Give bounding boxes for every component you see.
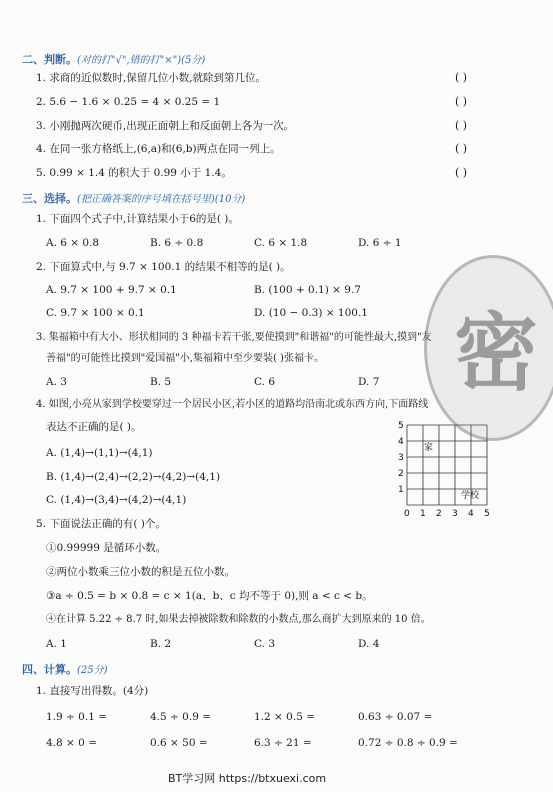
q2-option-a: A. 9.7 × 100 + 9.7 × 0.1 <box>46 284 177 296</box>
choice-q2: 2. 下面算式中,与 9.7 × 100.1 的结果不相等的是( )。 <box>36 261 291 273</box>
choice-q4-line2: 表达不正确的是( )。 <box>46 421 142 433</box>
calc-sub1: 1. 直接写出得数。(4分) <box>36 685 149 697</box>
q5-statement-2: ②两位小数乘三位小数的积是五位小数。 <box>46 566 235 578</box>
answer-blank-3[interactable]: ( ) <box>455 119 468 132</box>
q5-statement-3: ③a ÷ 0.5 = b × 0.8 = c × 1(a、b、c 均不等于 0),则 a < c < b。 <box>46 590 373 602</box>
calc-r2-3: 6.3 ÷ 21 = <box>254 737 312 749</box>
x-tick-3: 3 <box>452 509 458 518</box>
q1-option-a: A. 6 × 0.8 <box>46 237 100 249</box>
choice-q3-line1: 3. 集福箱中有大小、形状相同的 3 种福卡若干张,要使摸到"和谐福"的可能性最大,摸到"友 <box>36 332 432 343</box>
q1-option-d: D. 6 ÷ 1 <box>358 237 402 249</box>
q4-option-b: B. (1,4)→(2,4)→(2,2)→(4,2)→(4,1) <box>46 471 221 483</box>
judge-item-1: 1. 求商的近似数时,保留几位小数,就除到第几位。 <box>36 72 267 84</box>
judge-item-5: 5. 0.99 × 1.4 的积大于 0.99 小于 1.4。 <box>36 167 232 179</box>
calc-r1-1: 1.9 ÷ 0.1 = <box>46 711 108 723</box>
q5-option-d: D. 4 <box>358 638 380 650</box>
choice-q1: 1. 下面四个式子中,计算结果小于6的是( )。 <box>36 213 239 225</box>
y-tick-1: 1 <box>398 485 404 495</box>
home-label: 家 <box>424 443 434 453</box>
y-tick-4: 4 <box>398 437 404 447</box>
section-judge-title: 二、判断。(对的打"√",错的打"×")(5分) <box>22 53 206 66</box>
stamp-char: 密 <box>453 304 538 402</box>
calc-r1-4: 0.63 ÷ 0.07 = <box>358 711 433 723</box>
calc-r1-2: 4.5 ÷ 0.9 = <box>150 711 212 723</box>
q4-option-c: C. (1,4)→(3,4)→(4,2)→(4,1) <box>46 494 187 506</box>
q1-option-b: B. 6 ÷ 0.8 <box>150 237 204 249</box>
calc-r2-2: 0.6 × 50 = <box>150 737 208 749</box>
footer-watermark: BT学习网 https://btxuexi.com <box>168 772 327 785</box>
q2-option-d: D. (10 − 0.3) × 100.1 <box>254 307 368 319</box>
q3-option-d: D. 7 <box>358 376 380 388</box>
choice-q4-line1: 4. 如图,小亮从家到学校要穿过一个居民小区,若小区的道路均沿南北或东西方向,下面路线 <box>36 399 429 410</box>
school-label: 学校 <box>461 491 480 501</box>
judge-item-4: 4. 在同一张方格纸上,(6,a)和(6,b)两点在同一列上。 <box>36 143 281 155</box>
y-tick-5: 5 <box>398 421 404 431</box>
judge-item-3: 3. 小刚抛两次硬币,出现正面朝上和反面朝上各为一次。 <box>36 120 295 132</box>
q5-option-c: C. 3 <box>254 638 276 650</box>
q4-option-a: A. (1,4)→(1,1)→(4,1) <box>46 447 153 459</box>
section-calc-title: 四、计算。(25分) <box>22 663 108 676</box>
answer-blank-5[interactable]: ( ) <box>455 166 468 179</box>
q3-option-c: C. 6 <box>254 376 276 388</box>
section-choice-title: 三、选择。(把正确答案的序号填在括号里)(10分) <box>22 192 246 205</box>
q5-statement-4: ④在计算 5.22 ÷ 8.7 时,如果去掉被除数和除数的小数点,那么商扩大到原来的 10 倍。 <box>46 614 431 625</box>
choice-q5: 5. 下面说法正确的有( )个。 <box>36 518 166 530</box>
q2-option-b: B. (100 + 0.1) × 9.7 <box>254 284 361 296</box>
calc-r2-4: 0.72 ÷ 0.8 ÷ 0.9 = <box>358 737 458 749</box>
y-tick-2: 2 <box>398 469 404 479</box>
choice-q3-line2: 善福"的可能性比摸到"爱国福"小,集福箱中至少要装( )张福卡。 <box>46 353 324 364</box>
x-tick-0: 0 <box>404 509 410 518</box>
answer-blank-1[interactable]: ( ) <box>455 71 468 84</box>
y-tick-3: 3 <box>398 453 404 463</box>
calc-r2-1: 4.8 × 0 = <box>46 737 97 749</box>
x-tick-5: 5 <box>484 509 490 518</box>
x-tick-4: 4 <box>468 509 474 518</box>
q5-option-a: A. 1 <box>46 638 67 650</box>
answer-blank-2[interactable]: ( ) <box>455 95 468 108</box>
q3-option-b: B. 5 <box>150 376 172 388</box>
x-tick-2: 2 <box>436 509 442 518</box>
answer-blank-4[interactable]: ( ) <box>455 142 468 155</box>
confidential-stamp <box>424 255 553 441</box>
q2-option-c: C. 9.7 × 100 × 0.1 <box>46 307 145 319</box>
x-tick-1: 1 <box>420 509 426 518</box>
q5-statement-1: ①0.99999 是循环小数。 <box>46 542 167 554</box>
q3-option-a: A. 3 <box>46 376 67 388</box>
judge-item-2: 2. 5.6 − 1.6 × 0.25 = 4 × 0.25 = 1 <box>36 96 221 108</box>
q1-option-c: C. 6 × 1.8 <box>254 237 308 249</box>
q5-option-b: B. 2 <box>150 638 172 650</box>
calc-r1-3: 1.2 × 0.5 = <box>254 711 316 723</box>
